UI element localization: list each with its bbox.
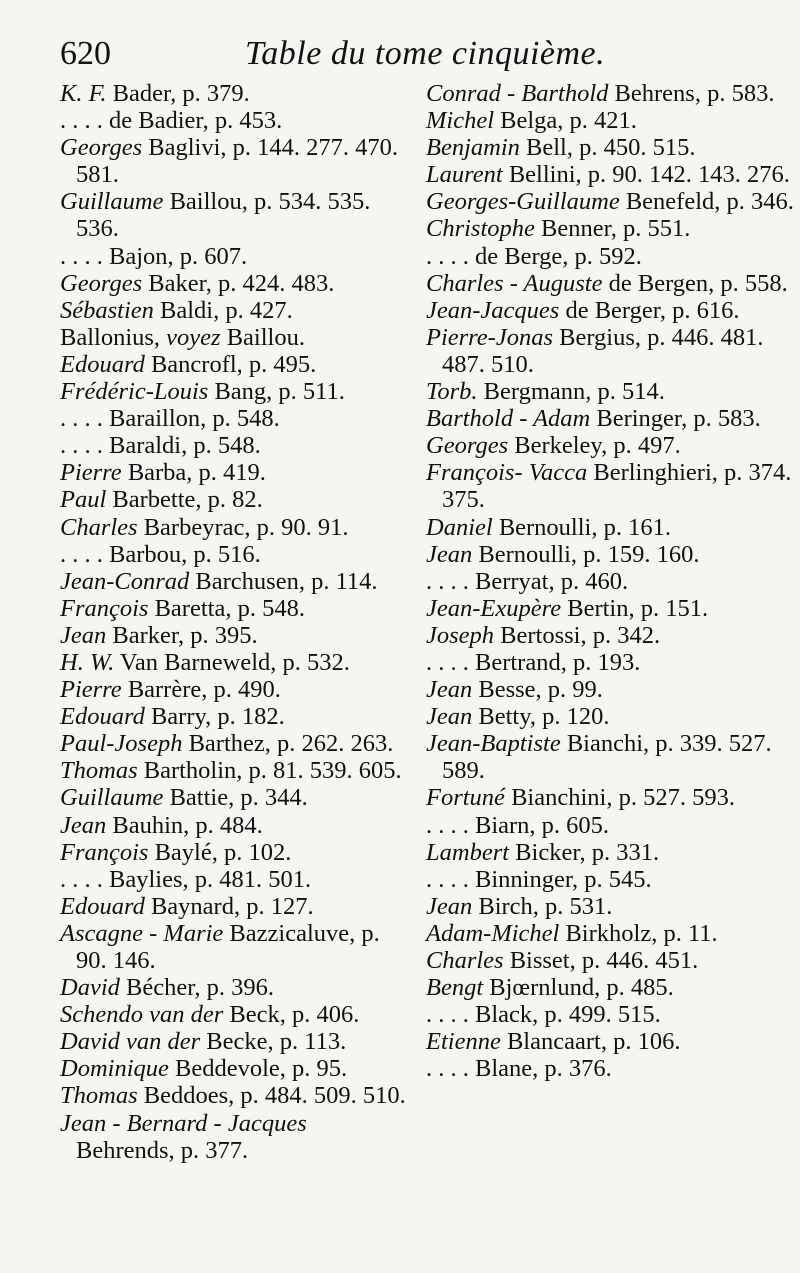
index-entry	[426, 947, 796, 974]
surname-and-pages: Bartholin, p. 81. 539. 605.	[137, 757, 402, 785]
surname-and-pages: Beddevole, p. 95.	[168, 1055, 348, 1083]
cross-reference-target: Baillou.	[220, 323, 305, 351]
surname-and-pages: Barchusen, p. 114.	[189, 567, 378, 595]
given-name: Guillaume	[60, 784, 164, 812]
given-name: Jean-Jacques	[426, 296, 560, 324]
given-name: Lambert	[426, 838, 510, 866]
index-entry	[426, 324, 796, 378]
index-entry	[60, 486, 410, 513]
given-name: Georges	[60, 269, 143, 297]
index-entry	[426, 649, 796, 676]
given-name: Jean - Bernard - Jacques	[60, 1109, 307, 1137]
given-name: Daniel	[426, 513, 493, 541]
surname-and-pages: Bécher, p. 396.	[119, 974, 275, 1002]
surname-and-pages: Bellini, p. 90. 142. 143. 276.	[502, 161, 790, 189]
index-entry	[60, 1055, 410, 1082]
given-name: Jean	[60, 621, 107, 649]
index-entry	[426, 866, 796, 893]
given-name: Jean-Conrad	[60, 567, 190, 595]
given-name: Charles	[426, 947, 504, 974]
surname-and-pages: Bisset, p. 446. 451.	[503, 947, 699, 974]
index-entry	[426, 107, 796, 134]
surname-and-pages: Bauhin, p. 484.	[106, 811, 263, 839]
given-name: Pierre	[60, 459, 122, 487]
index-entry	[426, 1001, 796, 1028]
index-entry	[60, 351, 410, 378]
index-entry	[426, 161, 796, 188]
given-name: Fortuné	[426, 784, 505, 812]
index-entry	[60, 866, 410, 893]
index-entry	[60, 297, 410, 324]
index-entry	[60, 676, 410, 703]
given-name: Georges	[60, 134, 143, 162]
surname-and-pages: . . . . Bertrand, p. 193.	[426, 648, 641, 676]
given-name: François	[60, 838, 149, 866]
page-number: 620	[60, 35, 111, 72]
surname-and-pages: Ballonius,	[60, 323, 167, 351]
surname-and-pages: Bazzicaluve, p. 90. 146.	[76, 919, 380, 974]
given-name: David van der	[60, 1028, 201, 1056]
surname-and-pages: Bell, p. 450. 515.	[519, 134, 696, 162]
surname-and-pages: Barthez, p. 262. 263.	[182, 730, 394, 758]
surname-and-pages: de Bergen, p. 558.	[602, 269, 788, 297]
given-name: Michel	[426, 107, 495, 135]
given-name: Joseph	[426, 621, 495, 649]
surname-and-pages: Bader, p. 379.	[106, 80, 250, 107]
surname-and-pages: de Berger, p. 616.	[559, 296, 740, 324]
surname-and-pages: Bjœrnlund, p. 485.	[483, 974, 674, 1002]
index-entry	[426, 243, 796, 270]
index-entry	[426, 920, 796, 947]
given-name: Paul	[60, 486, 107, 514]
surname-and-pages: Baylé, p. 102.	[148, 838, 292, 866]
index-entry	[426, 405, 796, 432]
page-header	[60, 30, 780, 78]
given-name: Schendo van der	[60, 1001, 224, 1029]
index-entry	[426, 432, 796, 459]
surname-and-pages: Bicker, p. 331.	[509, 838, 660, 866]
surname-and-pages: Beddoes, p. 484. 509. 510.	[137, 1082, 406, 1110]
surname-and-pages: . . . . Black, p. 499. 515.	[426, 1001, 661, 1029]
index-entry	[426, 703, 796, 730]
index-entry	[60, 1082, 410, 1109]
surname-and-pages: Bertin, p. 151.	[561, 594, 709, 622]
index-entry	[60, 459, 410, 486]
given-name: Pierre-Jonas	[426, 323, 553, 351]
surname-and-pages: Battie, p. 344.	[163, 784, 308, 812]
index-entry	[426, 1028, 796, 1055]
surname-and-pages: Baretta, p. 548.	[148, 594, 305, 622]
given-name: Ascagne - Marie	[60, 919, 224, 947]
index-entry	[426, 730, 796, 784]
index-entry	[60, 839, 410, 866]
surname-and-pages: Baglivi, p. 144. 277. 470. 581.	[76, 134, 398, 189]
surname-and-pages: Barker, p. 395.	[106, 621, 258, 649]
given-name: Benjamin	[426, 134, 520, 162]
index-entry	[426, 188, 796, 215]
given-name: Charles	[60, 513, 138, 541]
surname-and-pages: Barrère, p. 490.	[121, 676, 281, 704]
index-entry	[426, 1055, 796, 1082]
index-entry	[60, 134, 410, 188]
index-entry	[60, 1028, 410, 1055]
given-name: Thomas	[60, 1082, 138, 1110]
given-name: Jean	[426, 703, 473, 731]
surname-and-pages: Bernoulli, p. 159. 160.	[472, 540, 700, 568]
surname-and-pages: Beck, p. 406.	[223, 1001, 360, 1029]
index-entry	[426, 80, 796, 107]
surname-and-pages: Bang, p. 511.	[208, 378, 345, 406]
index-entry	[60, 622, 410, 649]
surname-and-pages: Blancaart, p. 106.	[500, 1028, 681, 1056]
surname-and-pages: . . . . Berryat, p. 460.	[426, 567, 629, 595]
index-entry	[60, 405, 410, 432]
given-name: Adam-Michel	[426, 919, 560, 947]
given-name: K. F.	[60, 80, 107, 107]
index-entry	[60, 514, 410, 541]
index-entry	[60, 1001, 410, 1028]
index-entry	[426, 297, 796, 324]
given-name: Conrad - Barthold	[426, 80, 609, 107]
index-entry	[426, 568, 796, 595]
surname-and-pages: . . . . Blane, p. 376.	[426, 1055, 612, 1083]
surname-and-pages: . . . . Bajon, p. 607.	[60, 242, 248, 270]
index-entry	[60, 893, 410, 920]
index-entry	[426, 893, 796, 920]
index-entry	[60, 595, 410, 622]
index-entry	[60, 568, 410, 595]
surname-and-pages: Baynard, p. 127.	[144, 892, 314, 920]
surname-and-pages: Barbeyrac, p. 90. 91.	[137, 513, 349, 541]
surname-and-pages: . . . . de Berge, p. 592.	[426, 242, 642, 270]
index-entry	[60, 974, 410, 1001]
index-entry	[60, 812, 410, 839]
given-name: Torb.	[426, 378, 478, 406]
index-entry	[426, 595, 796, 622]
surname-and-pages: Beringer, p. 583.	[590, 405, 761, 433]
index-entry	[426, 541, 796, 568]
surname-and-pages: . . . . Binninger, p. 545.	[426, 865, 652, 893]
given-name: Jean	[60, 811, 107, 839]
given-name: Jean	[426, 540, 473, 568]
surname-and-pages: . . . . de Badier, p. 453.	[60, 107, 283, 135]
given-name: Edouard	[60, 703, 145, 731]
given-name: Charles - Auguste	[426, 269, 603, 297]
surname-and-pages: Behrens, p. 583.	[608, 80, 775, 107]
surname-and-pages: Bertossi, p. 342.	[494, 621, 661, 649]
surname-and-pages: . . . . Baraldi, p. 548.	[60, 432, 261, 460]
index-entry	[60, 920, 410, 974]
surname-and-pages: Berlinghieri, p. 374. 375.	[442, 459, 792, 514]
surname-and-pages: Barba, p. 419.	[121, 459, 266, 487]
given-name: Pierre	[60, 676, 122, 704]
index-entry	[60, 188, 410, 242]
surname-and-pages: Barry, p. 182.	[144, 703, 285, 731]
surname-and-pages: Bianchini, p. 527. 593.	[504, 784, 735, 812]
index-entry	[60, 703, 410, 730]
index-entry	[426, 514, 796, 541]
given-name: Georges-Guillaume	[426, 188, 620, 216]
index-column-right	[426, 80, 796, 1082]
cross-reference: voyez	[166, 323, 221, 351]
surname-and-pages: Birkholz, p. 11.	[559, 919, 718, 947]
index-entry	[60, 1110, 410, 1164]
given-name: Georges	[426, 432, 509, 460]
surname-and-pages: Benefeld, p. 346.	[619, 188, 794, 216]
index-entry	[60, 649, 410, 676]
index-entry	[60, 324, 410, 351]
given-name: Christophe	[426, 215, 535, 243]
surname-and-pages: . . . . Baraillon, p. 548.	[60, 405, 280, 433]
surname-and-pages: Bergius, p. 446. 481. 487. 510.	[442, 323, 764, 378]
surname-and-pages: Baillou, p. 534. 535. 536.	[76, 188, 371, 243]
index-entry	[60, 432, 410, 459]
index-column-left	[60, 80, 410, 1164]
given-name: François	[60, 594, 149, 622]
index-entry	[60, 270, 410, 297]
index-entry	[426, 676, 796, 703]
index-entry	[60, 784, 410, 811]
surname-and-pages: Bernoulli, p. 161.	[492, 513, 671, 541]
given-name: Sébastien	[60, 296, 154, 324]
given-name: Guillaume	[60, 188, 164, 216]
index-entry	[60, 243, 410, 270]
surname-and-pages: . . . . Biarn, p. 605.	[426, 811, 610, 839]
given-name: Edouard	[60, 350, 145, 378]
index-entry	[426, 974, 796, 1001]
given-name: Thomas	[60, 757, 138, 785]
index-entry	[60, 80, 410, 107]
index-entry	[60, 757, 410, 784]
given-name: Bengt	[426, 974, 484, 1002]
given-name: Jean	[426, 892, 473, 920]
surname-and-pages: . . . . Baylies, p. 481. 501.	[60, 865, 312, 893]
given-name: Frédéric-Louis	[60, 378, 209, 406]
given-name: François- Vacca	[426, 459, 588, 487]
surname-and-pages: Birch, p. 531.	[472, 892, 613, 920]
index-entry	[60, 107, 410, 134]
surname-and-pages: Baker, p. 424. 483.	[142, 269, 335, 297]
index-entry	[426, 378, 796, 405]
surname-and-pages: Betty, p. 120.	[472, 703, 610, 731]
index-entry	[426, 215, 796, 242]
running-title: Table du tome cinquième.	[245, 35, 606, 72]
surname-and-pages: Besse, p. 99.	[472, 676, 603, 704]
given-name: Barthold - Adam	[426, 405, 591, 433]
given-name: David	[60, 974, 120, 1002]
surname-and-pages: Bergmann, p. 514.	[477, 378, 665, 406]
index-entry	[426, 839, 796, 866]
surname-and-pages: Barbette, p. 82.	[106, 486, 263, 514]
index-entry	[426, 812, 796, 839]
surname-and-pages: . . . . Barbou, p. 516.	[60, 540, 261, 568]
surname-and-pages: Belga, p. 421.	[494, 107, 637, 135]
given-name: Laurent	[426, 161, 503, 189]
given-name: Jean	[426, 676, 473, 704]
given-name: Edouard	[60, 892, 145, 920]
given-name: H. W.	[60, 648, 115, 676]
index-entry	[60, 541, 410, 568]
surname-and-pages: Bancrofl, p. 495.	[144, 350, 317, 378]
index-entry	[426, 784, 796, 811]
given-name: Jean-Baptiste	[426, 730, 561, 758]
index-entry	[60, 730, 410, 757]
surname-and-pages: Becke, p. 113.	[200, 1028, 347, 1056]
index-entry	[426, 459, 796, 513]
surname-and-pages: Baldi, p. 427.	[153, 296, 293, 324]
surname-and-pages: Behrends, p. 377.	[76, 1136, 249, 1164]
surname-and-pages: Bianchi, p. 339. 527. 589.	[442, 730, 772, 785]
index-entry	[426, 270, 796, 297]
surname-and-pages: Van Barneweld, p. 532.	[114, 648, 350, 676]
index-entry	[60, 378, 410, 405]
given-name: Dominique	[60, 1055, 169, 1083]
index-entry	[426, 622, 796, 649]
given-name: Etienne	[426, 1028, 501, 1056]
index-entry	[426, 134, 796, 161]
given-name: Paul-Joseph	[60, 730, 183, 758]
surname-and-pages: Benner, p. 551.	[534, 215, 691, 243]
given-name: Jean-Exupère	[426, 594, 562, 622]
surname-and-pages: Berkeley, p. 497.	[508, 432, 681, 460]
